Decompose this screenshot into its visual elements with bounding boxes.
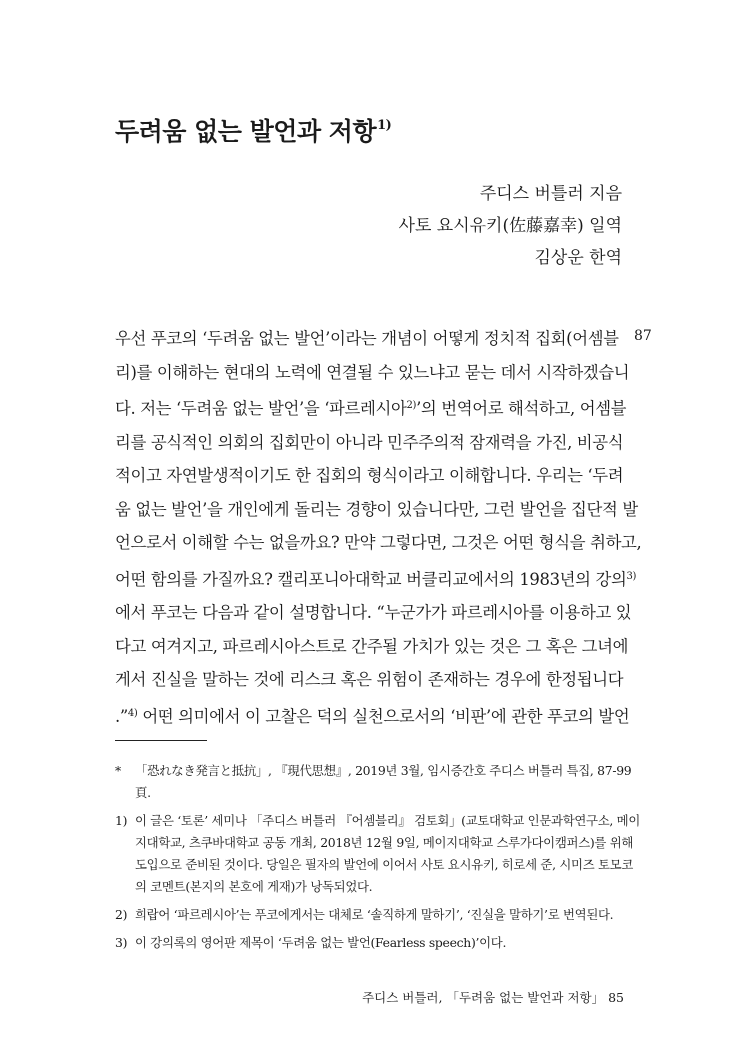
body-text	[115, 322, 642, 733]
footnote-mark: 1)	[115, 813, 128, 828]
body-line: 우선 푸코의 ‘두려움 없는 발언’이라는 개념이 어떻게 정치적 집회(어셈블	[115, 329, 619, 348]
byline-japanese-translator: 사토 요시유키(佐藤嘉幸) 일역	[398, 216, 622, 236]
footnote-ref-2[interactable]: 2)	[406, 400, 417, 411]
body-line: 에서 푸코는 다음과 같이 설명합니다. “누군가가 파르레시아를 이용하고 있	[115, 603, 632, 622]
footnote-text: 희랍어 ‘파르레시아’는 푸코에게서는 대체로 ‘솔직하게 말하기’, ‘진실을 말하기’로 번역된다.	[135, 907, 614, 922]
footnote-item	[115, 932, 640, 954]
body-line: 적이고 자연발생적이기도 한 집회의 형식이라고 이해합니다. 우리는 ‘두려	[115, 466, 624, 485]
footnote-mark: 2)	[115, 907, 128, 922]
footnote-divider	[115, 740, 207, 741]
body-line: .”$^{4)}$ 어떤 의미에서 이 고찰은 덕의 실천으로서의 ‘비판’에 관한 푸코의 발언	[115, 706, 630, 726]
byline-block	[399, 178, 622, 274]
body-line: 움 없는 발언’을 개인에게 돌리는 경향이 있습니다만, 그런 발언을 집단적 발	[115, 499, 638, 519]
article-title-text: 두려움 없는 발언과 저항	[115, 117, 377, 146]
footnote-text: 이 강의록의 영어판 제목이 ‘두려움 없는 발언(Fearless speech)’이다.	[135, 935, 507, 950]
footnote-mark: *	[115, 763, 121, 778]
body-line: 리)를 이해하는 현대의 노력에 연결될 수 있느냐고 묻는 데서 시작하겠습니	[115, 362, 630, 382]
footnote-item	[115, 760, 640, 804]
body-line: 다. 저는 ‘두려움 없는 발언’을 ‘파르레시아$^{2)}$’의 번역어로 해석하고, 어셈블	[115, 399, 627, 418]
title-footnote-ref[interactable]: 1)	[377, 118, 392, 133]
body-line: 언으로서 이해할 수는 없을까요? 만약 그렇다면, 그것은 어떤 형식을 취하고,	[115, 533, 642, 552]
body-line: 어떤 함의를 가질까요? 캘리포니아대학교 버클리교에서의 1983년의 강의$^{3)}$	[115, 569, 637, 589]
footnote-ref-3[interactable]: 3)	[626, 570, 637, 582]
body-line: 다고 여겨지고, 파르레시아스트로 간주될 가치가 있는 것은 그 혹은 그녀에	[115, 636, 629, 656]
article-title	[115, 112, 391, 148]
footnote-text: 「恐れなき発言と抵抗」, 『現代思想』, 2019년 3월, 임시증간호 주디스 버틀러 특집, 87-99頁.	[135, 763, 632, 800]
margin-page-number: 87	[634, 328, 652, 344]
footnote-item	[115, 904, 640, 926]
footnote-text: 이 글은 ‘토론’ 세미나 「주디스 버틀러 『어셈블리』 검토회」(교토대학교 인문과학연구소, 메이지대학교, 츠쿠바대학교 공동 개최, 2018년 12월 9일, 메이지대학교 스루가다이캠퍼스)를 위해 도입으로 준비된 것이다. 당일은 필자의 발언에 이어서 사토 요시유키, 히로세 준, 시미즈 토모코의 코멘트(본지의 본호에 게재)가 낭독되었다.	[135, 813, 640, 894]
body-line: 리를 공식적인 의회의 집회만이 아니라 민주주의적 잠재력을 가진, 비공식	[115, 432, 624, 452]
footnote-item	[115, 810, 640, 898]
byline-korean-translator: 김상운 한역	[534, 248, 622, 268]
body-line: 게서 진실을 말하는 것에 리스크 혹은 위험이 존재하는 경우에 한정됩니다	[115, 670, 624, 689]
byline-author: 주디스 버틀러 지음	[479, 184, 622, 204]
footnote-ref-4[interactable]: 4)	[127, 707, 138, 719]
footnote-mark: 3)	[115, 935, 128, 950]
running-footer: 주디스 버틀러, 「두려움 없는 발언과 저항」 85	[362, 990, 624, 1005]
footnotes	[115, 760, 640, 960]
